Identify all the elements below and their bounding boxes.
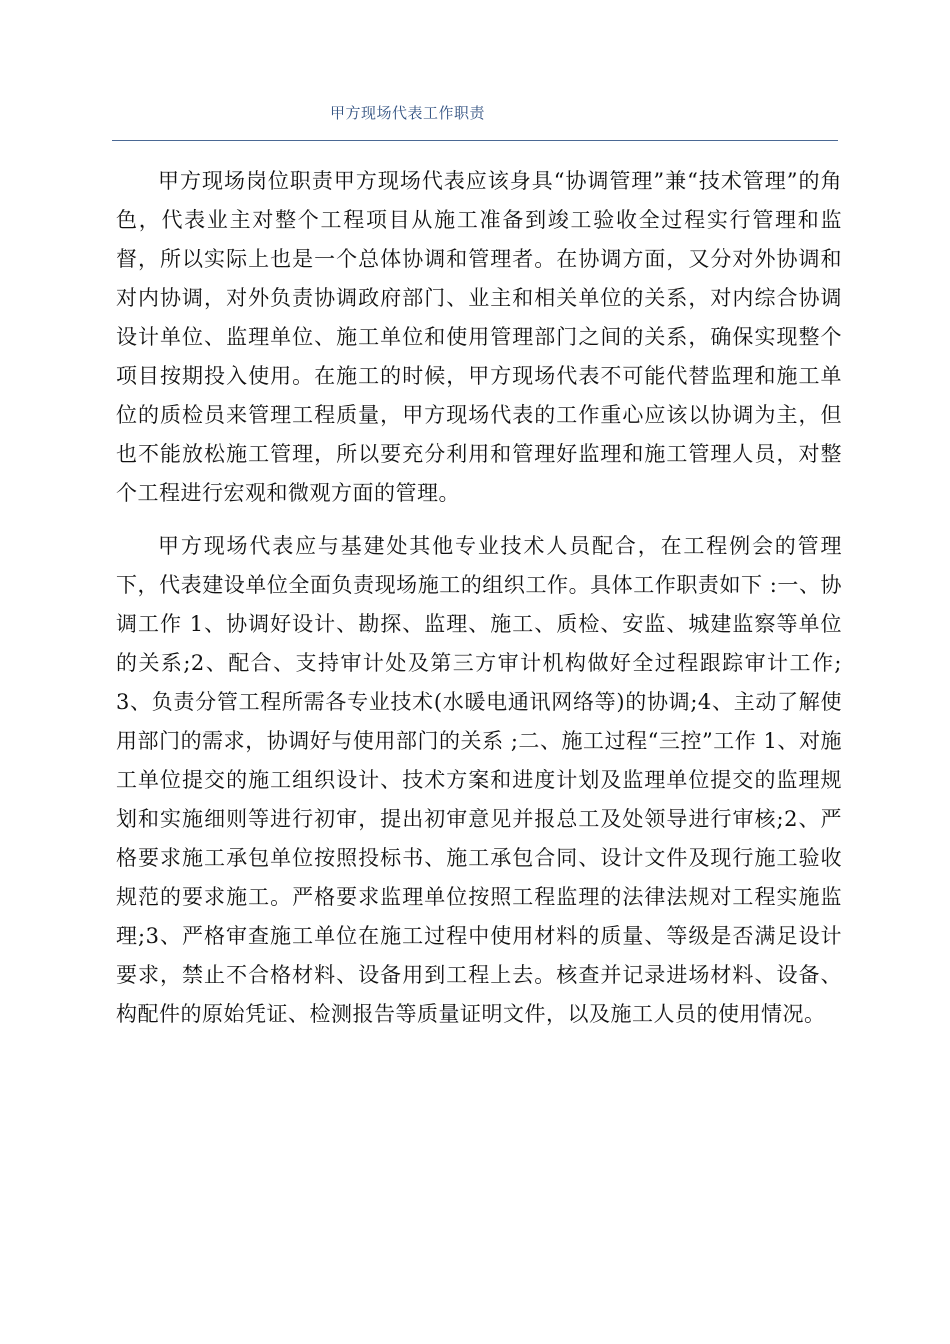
header-divider	[112, 140, 838, 141]
document-body	[116, 162, 842, 1034]
page-header-title: 甲方现场代表工作职责	[330, 104, 486, 122]
paragraph-role-overview: 甲方现场岗位职责甲方现场代表应该身具“协调管理”兼“技术管理”的角色，代表业主对整个工程项目从施工准备到竣工验收全过程实行管理和监督，所以实际上也是一个总体协调和管理者。在协调方面，又分对外协调和对内协调，对外负责协调政府部门、业主和相关单位的关系，对内综合协调设计单位、监理单位、施工单位和使用管理部门之间的关系，确保实现整个项目按期投入使用。在施工的时候，甲方现场代表不可能代替监理和施工单位的质检员来管理工程质量，甲方现场代表的工作重心应该以协调为主，但也不能放松施工管理，所以要充分利用和管理好监理和施工管理人员，对整个工程进行宏观和微观方面的管理。	[116, 169, 842, 505]
paragraph-duties-list: 甲方现场代表应与基建处其他专业技术人员配合，在工程例会的管理下，代表建设单位全面负责现场施工的组织工作。具体工作职责如下 :一、协调工作 1、协调好设计、勘探、监理、施工、质检、安监、城建监察等单位的关系;2、配合、支持审计处及第三方审计机构做好全过程跟踪审计工作;3、负责分管工程所需各专业技术(水暖电通讯网络等)的协调;4、主动了解使用部门的需求，协调好与使用部门的关系 ;二、施工过程“三控”工作 1、对施工单位提交的施工组织设计、技术方案和进度计划及监理单位提交的监理规划和实施细则等进行初审，提出初审意见并报总工及处领导进行审核;2、严格要求施工承包单位按照投标书、施工承包合同、设计文件及现行施工验收规范的要求施工。严格要求监理单位按照工程监理的法律法规对工程实施监理;3、严格审查施工单位在施工过程中使用材料的质量、等级是否满足设计要求，禁止不合格材料、设备用到工程上去。核查并记录进场材料、设备、构配件的原始凭证、检测报告等质量证明文件，以及施工人员的使用情况。	[116, 534, 842, 1026]
